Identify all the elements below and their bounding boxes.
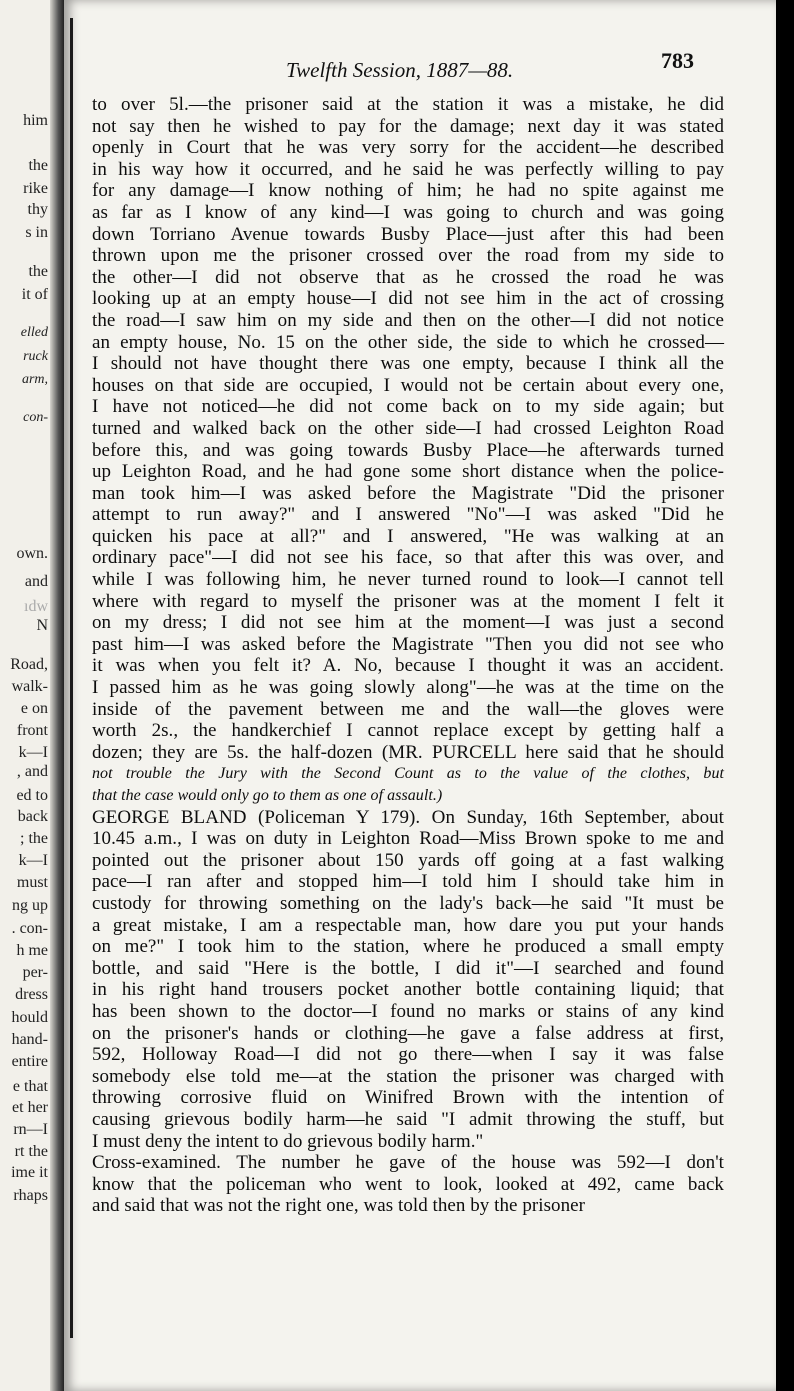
page-edge-shadow xyxy=(776,0,794,1391)
text-line: to over 5l.—the prisoner said at the station it was a mistake, he did xyxy=(92,94,724,115)
text-line: man took him—I was asked before the Magistrate "Did the prisoner xyxy=(92,482,724,504)
margin-rule xyxy=(70,18,73,1338)
left-page-fragment: e that xyxy=(12,1078,48,1095)
left-page-fragment: , and xyxy=(16,763,48,780)
text-line: thrown upon me the prisoner crossed over the road from my side to xyxy=(92,245,724,267)
left-page-fragment: walk- xyxy=(11,678,48,695)
left-page-fragment: per- xyxy=(22,964,48,981)
text-line: pointed out the prisoner about 150 yards off going at a fast walking xyxy=(92,849,724,871)
left-page-fragment: thy xyxy=(27,201,48,218)
text-line: GEORGE BLAND (Policeman Y 179). On Sunday, 16th September, about xyxy=(92,806,724,828)
text-line: on the prisoner's hands or clothing—he gave a false address at first, xyxy=(92,1022,724,1044)
left-page-fragment: con- xyxy=(23,410,48,425)
text-line: it was when you felt it? A. No, because I thought it was an accident. xyxy=(92,655,724,677)
left-page-fragment: back xyxy=(17,808,48,825)
text-line: looking up at an empty house—I did not see him in the act of crossing xyxy=(92,288,724,310)
text-line: houses on that side are occupied, I would not be certain about every one, xyxy=(92,374,724,396)
left-page-fragment: entire xyxy=(11,1053,48,1070)
left-page-fragment: rn—I xyxy=(13,1121,48,1138)
left-page-fragment: dress xyxy=(15,986,48,1003)
page-number: 783 xyxy=(661,48,694,73)
left-page-fragment: must xyxy=(16,874,48,891)
left-page-fragment: Road, xyxy=(10,656,48,673)
text-line: that the case would only go to them as one of assault.) xyxy=(92,787,443,804)
text-line: up Leighton Road, and he had gone some short distance when the police- xyxy=(92,461,724,483)
text-line: not trouble the Jury with the Second Count as to the value of the clothes, but xyxy=(92,765,724,783)
text-line: on me?" I took him to the station, where he produced a small empty xyxy=(92,936,724,958)
left-page-fragment: k—I xyxy=(18,852,48,869)
text-line: causing grievous bodily harm—he said "I admit throwing the stuff, but xyxy=(92,1108,724,1130)
body-text xyxy=(92,94,724,1217)
text-line: has been shown to the doctor—I found no marks or stains of any kind xyxy=(92,1000,724,1022)
text-line: in his right hand trousers pocket another bottle containing liquid; that xyxy=(92,979,724,1001)
left-page-fragment: ng up xyxy=(12,897,48,914)
left-page-fragment: the xyxy=(28,157,48,174)
text-line: turned and walked back on the other side—I had crossed Leighton Road xyxy=(92,417,724,439)
left-page-fragment: arm, xyxy=(21,372,48,387)
left-page-fragment: him xyxy=(23,112,48,129)
text-line: for any damage—I know nothing of him; he had no spite against me xyxy=(92,180,724,202)
text-line: an empty house, No. 15 on the other side, the side to which he crossed— xyxy=(92,331,724,353)
left-page-fragment: k—I xyxy=(18,744,48,761)
running-head: Twelfth Session, 1887—88. xyxy=(286,58,514,82)
left-page-fragment: hould xyxy=(11,1009,48,1026)
left-page-fragment: ime it xyxy=(11,1164,48,1181)
text-line: the road—I saw him on my side and then on the other—I did not notice xyxy=(92,309,724,331)
text-line: ordinary pace"—I did not see his face, so that after this was over, and xyxy=(92,547,724,569)
left-page-fragment: elled xyxy=(20,325,48,340)
text-line: attempt to run away?" and I answered "No"—I was asked "Did he xyxy=(92,504,724,526)
left-page-fragment: rike xyxy=(23,180,48,197)
text-line: while I was following him, he never turned round to look—I cannot tell xyxy=(92,569,724,591)
left-page-fragment: and xyxy=(24,573,48,590)
text-line: and said that was not the right one, was told then by the prisoner xyxy=(92,1195,585,1217)
text-line: throwing corrosive fluid on Winifred Brown with the intention of xyxy=(92,1087,724,1109)
text-line: where with regard to myself the prisoner was at the moment I felt it xyxy=(92,590,724,612)
text-line: openly in Court that he was very sorry for the accident—he described xyxy=(92,137,724,159)
text-line: 10.45 a.m., I was on duty in Leighton Road—Miss Brown spoke to me and xyxy=(92,828,724,850)
text-line: Cross-examined. The number he gave of the house was 592—I don't xyxy=(92,1152,724,1174)
text-line: I have not noticed—he did not come back on to my side again; but xyxy=(92,396,724,418)
left-page-fragment: hand- xyxy=(11,1031,48,1048)
left-page-fragment: ruck xyxy=(23,349,48,364)
text-line: worth 2s., the handkerchief I cannot replace except by getting half a xyxy=(92,720,724,742)
text-line: custody for throwing something on the lady's back—he said "It must be xyxy=(92,892,724,914)
text-line: know that the policeman who went to look, looked at 492, came back xyxy=(92,1173,724,1195)
text-line: inside of the pavement between me and the wall—the gloves were xyxy=(92,698,724,720)
text-line: as far as I know of any kind—I was going to church and was going xyxy=(92,201,724,223)
text-line: in his way how it occurred, and he said he was perfectly willing to pay xyxy=(92,158,724,180)
left-page-fragment: . con- xyxy=(11,920,48,937)
text-line: somebody else told me—at the station the prisoner was charged with xyxy=(92,1065,724,1087)
left-page-fragment: own. xyxy=(16,545,48,562)
text-line: bottle, and said "Here is the bottle, I did it"—I searched and found xyxy=(92,957,724,979)
left-page-fragment: s in xyxy=(25,224,48,241)
left-page-fragment: front xyxy=(16,722,48,739)
left-page-fragment: ; the xyxy=(20,830,48,847)
book-gutter xyxy=(50,0,64,1391)
text-line: down Torriano Avenue towards Busby Place—just after this had been xyxy=(92,223,724,245)
text-line: before this, and was going towards Busby Place—he afterwards turned xyxy=(92,439,724,461)
text-line: 592, Holloway Road—I did not go there—when I say it was false xyxy=(92,1044,724,1066)
text-line: I should not have thought there was one empty, because I think all the xyxy=(92,353,724,375)
page-header xyxy=(220,48,720,88)
left-page-fragment: ıdw xyxy=(24,598,48,615)
text-line: the other—I did not observe that as he crossed the road he was xyxy=(92,266,724,288)
text-line: not say then he wished to pay for the damage; next day it was stated xyxy=(92,115,724,137)
left-page-fragment: rt the xyxy=(14,1143,48,1160)
text-line: a great mistake, I am a respectable man, how dare you put your hands xyxy=(92,914,724,936)
left-page-fragment: e on xyxy=(20,700,48,717)
left-page-fragment: et her xyxy=(12,1099,48,1116)
text-line: pace—I ran after and stopped him—I told him I should take him in xyxy=(92,871,724,893)
text-line: I must deny the intent to do grievous bodily harm." xyxy=(92,1130,484,1152)
text-line: quicken his pace at all?" and I answered, "He was walking at an xyxy=(92,525,724,547)
left-page-fragment: the xyxy=(28,263,48,280)
left-page-fragment: it of xyxy=(21,286,48,303)
left-page-fragment: N xyxy=(36,617,48,634)
left-page-fragment: h me xyxy=(16,942,48,959)
left-page-fragment: rhaps xyxy=(13,1187,48,1204)
text-line: I passed him as he was going slowly along"—he was at the time on the xyxy=(92,677,724,699)
text-line: dozen; they are 5s. the half-dozen (MR. PURCELL here said that he should xyxy=(92,741,724,763)
text-line: past him—I was asked before the Magistrate "Then you did not see who xyxy=(92,633,724,655)
text-line: on my dress; I did not see him at the moment—I was just a second xyxy=(92,612,724,634)
left-page-fragment: ed to xyxy=(16,787,48,804)
